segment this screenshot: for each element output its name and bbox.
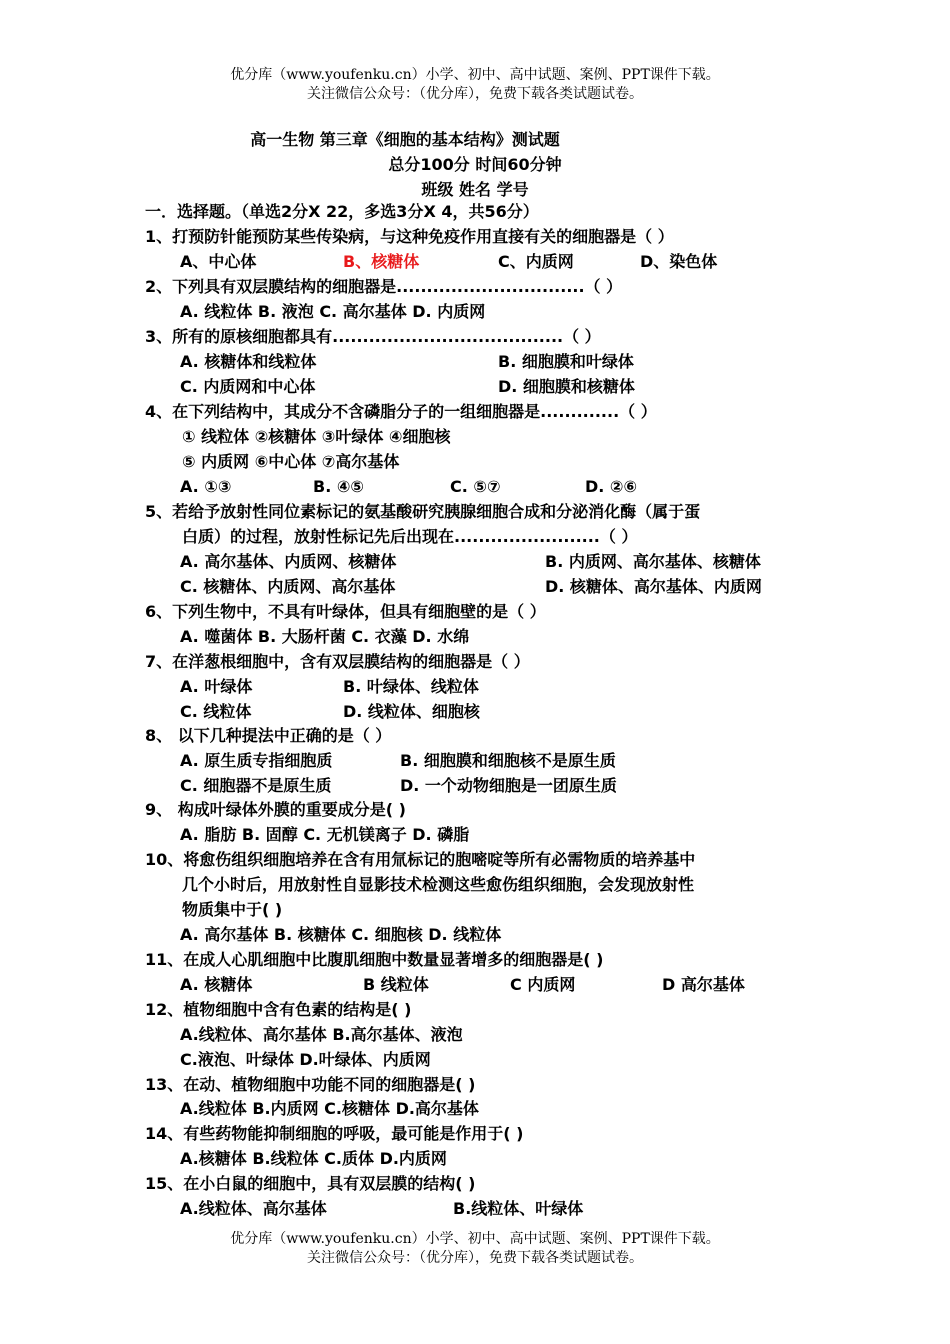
question-12-options-row-2: C.液泡、叶绿体 D.叶绿体、内质网	[180, 1050, 431, 1069]
q3-option-d: D. 细胞膜和核糖体	[498, 377, 635, 396]
footer-line-1: 优分库（www.youfenku.cn）小学、初中、高中试题、案例、PPT课件下载。	[230, 1231, 720, 1247]
q7-option-d: D. 线粒体、细胞核	[343, 702, 480, 721]
question-10-stem-1: 10、将愈伤组织细胞培养在含有用氚标记的胞嘧啶等所有必需物质的培养基中	[145, 850, 696, 869]
footer-line-2: 关注微信公众号：（优分库），免费下载各类试题试卷。	[307, 1250, 643, 1266]
question-11-stem: 11、在成人心肌细胞中比腹肌细胞中数量显著增多的细胞器是( )	[145, 950, 604, 969]
q11-option-c: C 内质网	[510, 975, 576, 994]
q1-option-b: B、核糖体	[343, 252, 420, 271]
q8-option-a: A. 原生质专指细胞质	[180, 751, 333, 770]
page-title: 高一生物 第三章《细胞的基本结构》测试题	[250, 130, 560, 149]
q7-option-c: C. 线粒体	[180, 702, 252, 721]
q1-option-c: C、内质网	[498, 252, 574, 271]
question-9-stem: 9、 构成叶绿体外膜的重要成分是( )	[145, 800, 406, 819]
question-9-options: A. 脂肪 B. 固醇 C. 无机镁离子 D. 磷脂	[180, 825, 470, 844]
q3-option-c: C. 内质网和中心体	[180, 377, 316, 396]
header-line-1: 优分库（www.youfenku.cn）小学、初中、高中试题、案例、PPT课件下载。	[230, 67, 720, 83]
question-14-options: A.核糖体 B.线粒体 C.质体 D.内质网	[180, 1149, 447, 1168]
section-heading: 一．选择题。（单选2分Χ 22，多选3分Χ 4，共56分）	[145, 202, 539, 221]
q8-option-d: D. 一个动物细胞是一团原生质	[400, 776, 617, 795]
header-line-2: 关注微信公众号：（优分库），免费下载各类试题试卷。	[307, 86, 643, 102]
question-14-stem: 14、有些药物能抑制细胞的呼吸，最可能是作用于( )	[145, 1124, 524, 1143]
q11-option-d: D 高尔基体	[662, 975, 745, 994]
question-15-stem: 15、在小白鼠的细胞中，具有双层膜的结构( )	[145, 1174, 476, 1193]
exam-meta: 总分100分 时间60分钟	[388, 155, 562, 174]
q4-option-b: B. ④⑤	[313, 477, 364, 496]
q4-option-c: C. ⑤⑦	[450, 477, 501, 496]
question-10-options: A. 高尔基体 B. 核糖体 C. 细胞核 D. 线粒体	[180, 925, 502, 944]
q3-option-b: B. 细胞膜和叶绿体	[498, 352, 634, 371]
q7-option-a: A. 叶绿体	[180, 677, 253, 696]
q11-option-a: A. 核糖体	[180, 975, 253, 994]
question-8-stem: 8、 以下几种提法中正确的是（ ）	[145, 726, 392, 745]
question-5-stem-1: 5、若给予放射性同位素标记的氨基酸研究胰腺细胞合成和分泌消化酶（属于蛋	[145, 502, 701, 521]
question-1-stem: 1、打预防针能预防某些传染病，与这种免疫作用直接有关的细胞器是（ ）	[145, 227, 674, 246]
q8-option-b: B. 细胞膜和细胞核不是原生质	[400, 751, 616, 770]
student-info: 班级 姓名 学号	[421, 180, 529, 199]
q4-option-a: A. ①③	[180, 477, 232, 496]
q3-option-a: A. 核糖体和线粒体	[180, 352, 317, 371]
q15-option-a: A.线粒体、高尔基体	[180, 1199, 327, 1218]
question-10-stem-2: 几个小时后，用放射性自显影技术检测这些愈伤组织细胞，会发现放射性	[182, 875, 695, 894]
q1-option-a: A、中心体	[180, 252, 257, 271]
question-13-options: A.线粒体 B.内质网 C.核糖体 D.高尔基体	[180, 1099, 479, 1118]
question-12-stem: 12、植物细胞中含有色素的结构是( )	[145, 1000, 412, 1019]
question-4-items-2: ⑤ 内质网 ⑥中心体 ⑦高尔基体	[182, 452, 400, 471]
question-10-stem-3: 物质集中于( )	[182, 900, 283, 919]
q5-option-b: B. 内质网、高尔基体、核糖体	[545, 552, 761, 571]
question-2-stem: 2、下列具有双层膜结构的细胞器是...............................（ ）	[145, 277, 623, 296]
question-4-stem: 4、在下列结构中，其成分不含磷脂分子的一组细胞器是.............（ ）	[145, 402, 657, 421]
question-3-stem: 3、所有的原核细胞都具有......................................（ ）	[145, 327, 601, 346]
question-5-stem-2: 白质）的过程，放射性标记先后出现在........................（ ）	[182, 527, 638, 546]
question-7-stem: 7、在洋葱根细胞中，含有双层膜结构的细胞器是（ ）	[145, 652, 530, 671]
q5-option-d: D. 核糖体、高尔基体、内质网	[545, 577, 762, 596]
q1-option-d: D、染色体	[640, 252, 718, 271]
question-2-options: A. 线粒体 B. 液泡 C. 高尔基体 D. 内质网	[180, 302, 486, 321]
q5-option-c: C. 核糖体、内质网、高尔基体	[180, 577, 396, 596]
question-6-options: A. 噬菌体 B. 大肠杆菌 C. 衣藻 D. 水绵	[180, 627, 470, 646]
q4-option-d: D. ②⑥	[585, 477, 638, 496]
question-12-options-row-1: A.线粒体、高尔基体 B.高尔基体、液泡	[180, 1025, 463, 1044]
question-4-items-1: ① 线粒体 ②核糖体 ③叶绿体 ④细胞核	[182, 427, 451, 446]
q8-option-c: C. 细胞器不是原生质	[180, 776, 332, 795]
q5-option-a: A. 高尔基体、内质网、核糖体	[180, 552, 397, 571]
q15-option-b: B.线粒体、叶绿体	[453, 1199, 584, 1218]
q7-option-b: B. 叶绿体、线粒体	[343, 677, 479, 696]
question-6-stem: 6、下列生物中，不具有叶绿体，但具有细胞壁的是（ ）	[145, 602, 546, 621]
question-13-stem: 13、在动、植物细胞中功能不同的细胞器是( )	[145, 1075, 476, 1094]
q11-option-b: B 线粒体	[363, 975, 429, 994]
